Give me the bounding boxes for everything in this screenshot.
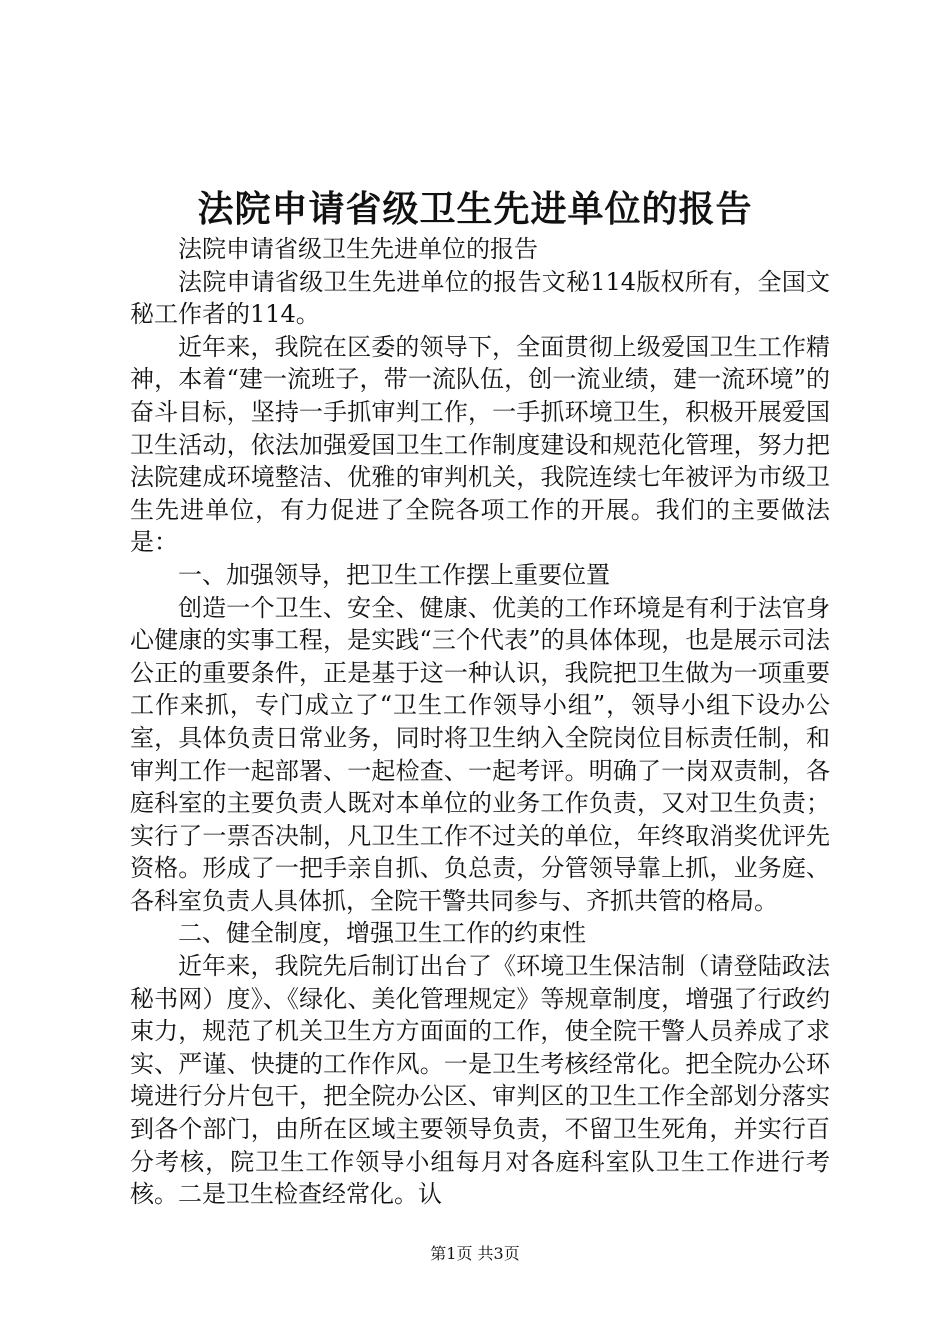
paragraph: 创造一个卫生、安全、健康、优美的工作环境是有利于法官身心健康的实事工程，是实践“三个代表”的具体体现，也是展示司法公正的重要条件，正是基于这一种认识，我院把卫生做为一项重要工作来抓，专门成立了“卫生工作领导小组”，领导小组下设办公室，具体负责日常业务，同时将卫生纳入全院岗位目标责任制，和审判工作一起部署、一起检查、一起考评。明确了一岗双责制，各庭科室的主要负责人既对本单位的业务工作负责，又对卫生负责；实行了一票否决制，凡卫生工作不过关的单位，年终取消奖优评先资格。形成了一把手亲自抓、负总责，分管领导靠上抓，业务庭、各科室负责人具体抓，全院干警共同参与、齐抓共管的格局。	[130, 593, 830, 915]
paragraph: 法院申请省级卫生先进单位的报告文秘114版权所有，全国文秘工作者的114。	[130, 267, 830, 329]
paragraph: 近年来，我院先后制订出台了《环境卫生保洁制（请登陆政法秘书网）度》、《绿化、美化管理规定》等规章制度，增强了行政约束力，规范了机关卫生方方面面的工作，使全院干警人员养成了求实、严谨、快捷的工作作风。一是卫生考核经常化。把全院办公环境进行分片包干，把全院办公区、审判区的卫生工作全部划分落实到各个部门，由所在区域主要领导负责，不留卫生死角，并实行百分考核，院卫生工作领导小组每月对各庭科室队卫生工作进行考核。二是卫生检查经常化。认	[130, 952, 830, 1209]
section-heading: 一、加强领导，把卫生工作摆上重要位置	[178, 560, 610, 589]
document-title: 法院申请省级卫生先进单位的报告	[197, 188, 753, 230]
paragraph: 法院申请省级卫生先进单位的报告	[178, 235, 538, 263]
document-body	[130, 233, 830, 1211]
section-heading: 二、健全制度，增强卫生工作的约束性	[178, 919, 586, 948]
page-footer: 第1页 共3页	[430, 1244, 520, 1263]
paragraph: 近年来，我院在区委的领导下，全面贯彻上级爱国卫生工作精神，本着“建一流班子，带一流队伍，创一流业绩，建一流环境”的奋斗目标，坚持一手抓审判工作，一手抓环境卫生，积极开展爱国卫生活动，依法加强爱国卫生工作制度建设和规范化管理，努力把法院建成环境整洁、优雅的审判机关，我院连续七年被评为市级卫生先进单位，有力促进了全院各项工作的开展。我们的主要做法是：	[130, 332, 830, 557]
